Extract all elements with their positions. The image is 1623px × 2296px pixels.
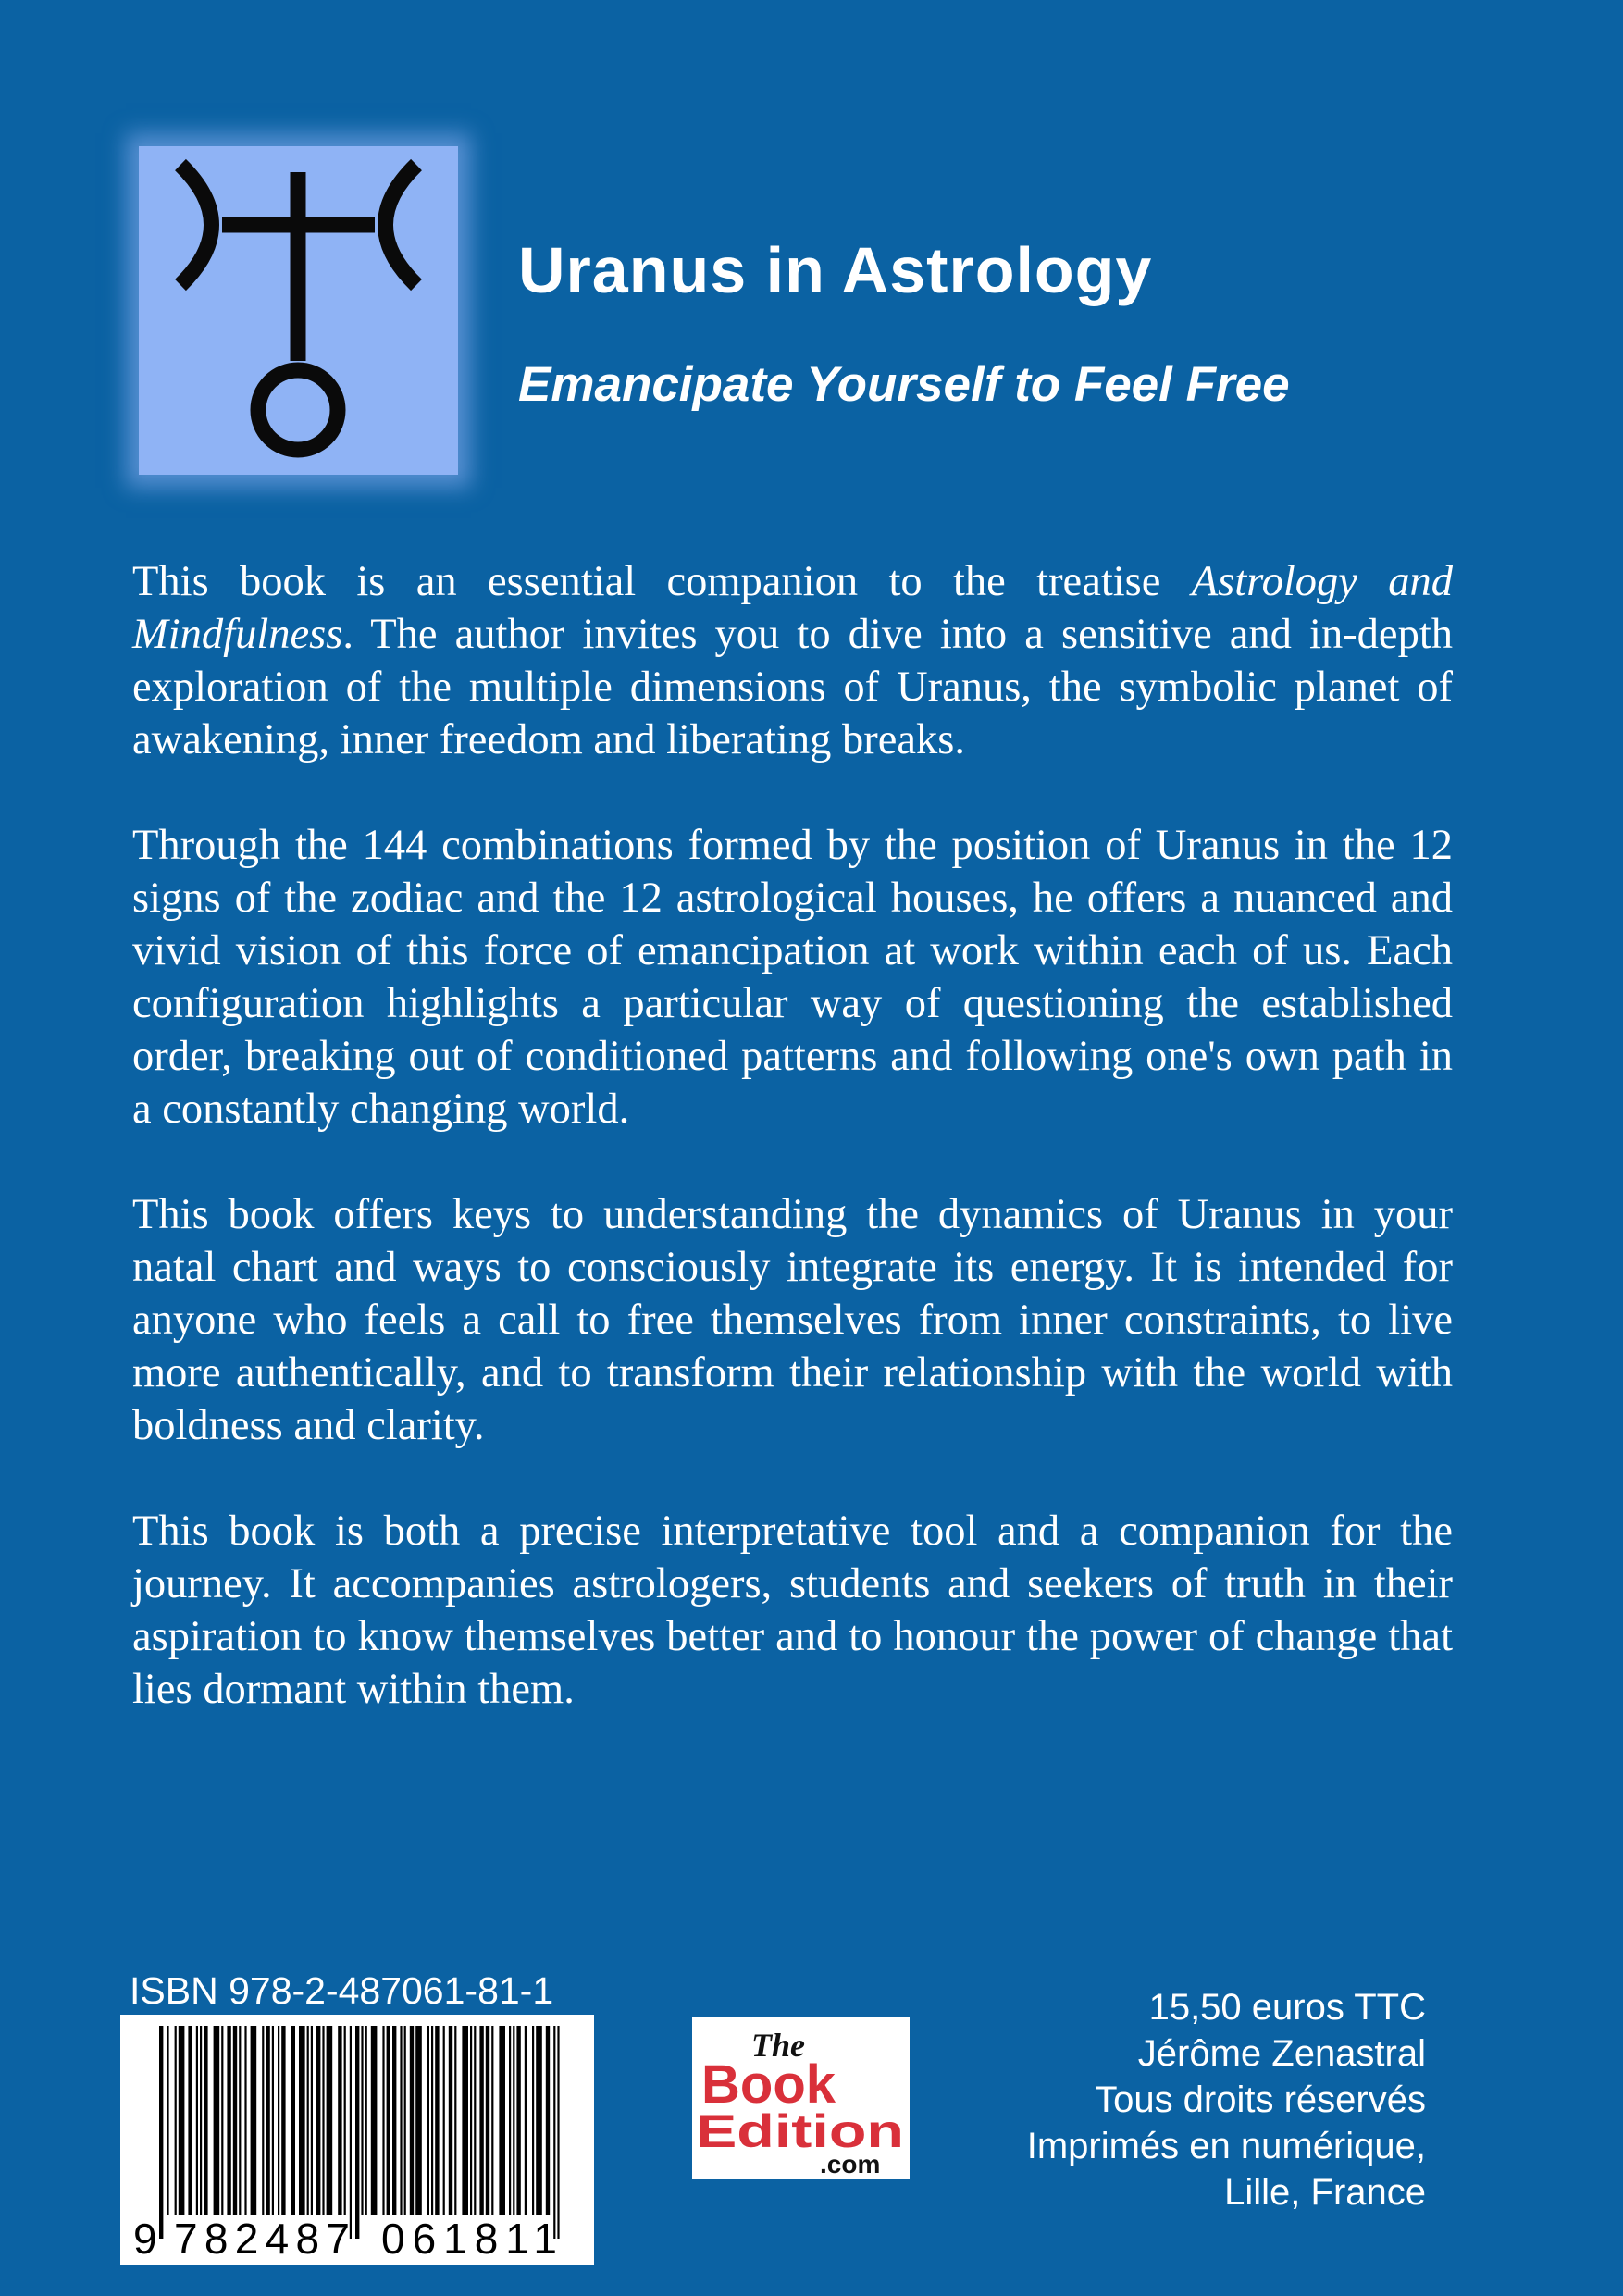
publication-info: [1027, 1984, 1426, 2215]
barcode-bar: [435, 2026, 439, 2215]
barcode-bar: [491, 2026, 493, 2215]
book-subtitle: Emancipate Yourself to Feel Free: [518, 357, 1290, 412]
barcode-bar: [196, 2026, 198, 2215]
barcode-bar: [513, 2026, 514, 2215]
barcode-bar: [344, 2026, 346, 2215]
printed-note: Imprimés en numérique,: [1026, 2126, 1426, 2166]
barcode-bar: [262, 2026, 264, 2215]
barcode-bar: [322, 2026, 324, 2215]
barcode-bar: [361, 2026, 363, 2215]
barcode-bar: [239, 2026, 241, 2215]
barcode-bar: [449, 2026, 452, 2215]
barcode-bar: [415, 2026, 422, 2215]
barcode-bar: [392, 2026, 396, 2215]
blurb-paragraph-2: Through the 144 combinations formed by the position of Uranus in the 12 signs of the zodiac and the 12 astrological houses, he offers a nuanced and vivid vision of this force of emancipation at work within each of us. Each configuration highlights a particular way of questioning the established order, breaking out of conditioned patterns and following one's own path in a constantly changing world.: [132, 822, 1453, 1133]
barcode-bar: [516, 2026, 520, 2215]
book-title: Uranus in Astrology: [518, 234, 1153, 306]
barcode-bar: [338, 2026, 341, 2215]
barcode-bar: [175, 2026, 177, 2215]
barcode-bar: [233, 2026, 237, 2215]
barcode-bar: [244, 2026, 246, 2215]
barcode-digits-left: 782487: [174, 2215, 350, 2263]
treatise-title: Astrology and Mindfulness: [132, 558, 1453, 658]
barcode-bar: [221, 2026, 223, 2215]
print-location: Lille, France: [1224, 2172, 1426, 2213]
barcode-bar: [214, 2026, 220, 2215]
barcode-bar: [387, 2026, 390, 2215]
uranus-symbol-icon: [139, 146, 458, 475]
barcode-bar: [553, 2026, 555, 2239]
barcode-bar: [400, 2026, 402, 2215]
barcode-bar: [462, 2026, 468, 2215]
barcode-bar: [525, 2026, 527, 2215]
barcode-bar: [251, 2026, 257, 2215]
barcode-bar: [291, 2026, 295, 2215]
barcode-bar: [404, 2026, 406, 2215]
barcode-bar: [200, 2026, 202, 2215]
barcode-bar: [316, 2026, 320, 2215]
barcode-bar: [227, 2026, 230, 2215]
blurb-paragraph-3: This book offers keys to understanding the dynamics of Uranus in your natal chart and ways to consciously integrate its energy. It is intended for anyone who feels a call to free themselves from inner constraints, to live more authentically, and to transform their relationship with the world with boldness and clarity.: [132, 1191, 1453, 1449]
barcode-bar: [410, 2026, 414, 2215]
barcode-bar: [443, 2026, 445, 2215]
barcode-bar: [167, 2026, 168, 2215]
blurb-paragraph-4: This book is both a precise interpretative tool and a companion for the journey. It accompanies astrologers, students and seekers of truth in their aspiration to know themselves better and to honour the power of change that lies dormant within them.: [132, 1508, 1453, 1713]
barcode-bar: [355, 2026, 359, 2239]
barcode-bar: [188, 2026, 192, 2215]
barcode-bar: [281, 2026, 285, 2215]
barcode-bar: [474, 2026, 476, 2215]
barcode-bar: [307, 2026, 309, 2215]
blurb-p1-rest: . The author invites you to dive into a sensitive and in-depth exploration of the multiple dimensions of Uranus, the symbolic planet of awakening, inner freedom and liberating breaks.: [132, 611, 1453, 763]
barcode-digits-right: 061811: [381, 2215, 557, 2263]
barcode-bar: [299, 2026, 305, 2215]
barcode-bar: [532, 2026, 534, 2215]
blurb-paragraph-1: [132, 555, 1453, 766]
svg-text:.com: .com: [820, 2150, 881, 2178]
barcode-bar: [431, 2026, 433, 2215]
blurb: [132, 555, 1453, 1769]
svg-text:Edition: Edition: [696, 2105, 904, 2157]
barcode-bar: [179, 2026, 185, 2215]
isbn-barcode: [120, 2015, 594, 2265]
barcode-bar: [278, 2026, 279, 2215]
thebookedition-logo-icon: [692, 2017, 910, 2179]
barcode-bar: [427, 2026, 429, 2215]
rights: Tous droits réservés: [1095, 2079, 1426, 2120]
publisher-logo: [692, 2017, 910, 2179]
barcode-bar: [470, 2026, 472, 2215]
uranus-symbol-box: [139, 146, 458, 475]
blurb-p1-lead: This book is an essential companion to the treatise: [132, 558, 1192, 605]
barcode-bar: [327, 2026, 333, 2215]
isbn-label: ISBN 978-2-487061-81-1: [130, 1969, 554, 2012]
svg-text:The: The: [751, 2027, 805, 2064]
svg-text:Book: Book: [701, 2054, 836, 2115]
barcode-bar: [479, 2026, 483, 2215]
barcode-bar: [365, 2026, 367, 2215]
barcode-bar: [536, 2026, 542, 2215]
barcode-bar: [272, 2026, 274, 2215]
barcode-bar: [204, 2026, 207, 2215]
barcode-bar: [557, 2026, 559, 2239]
barcode-bar: [350, 2026, 352, 2239]
barcode-bar: [486, 2026, 489, 2215]
barcode-bar: [499, 2026, 505, 2215]
barcode-bar: [509, 2026, 511, 2215]
barcode-bar: [382, 2026, 384, 2215]
barcode-bar: [546, 2026, 550, 2215]
price: 15,50 euros TTC: [1148, 1987, 1426, 2028]
barcode-digit-first: 9: [133, 2215, 157, 2263]
barcode-bar: [371, 2026, 378, 2215]
barcode-graphic: [120, 2015, 594, 2265]
barcode-bar: [454, 2026, 456, 2215]
barcode-bar: [311, 2026, 313, 2215]
author: Jérôme Zenastral: [1137, 2033, 1426, 2074]
barcode-bar: [159, 2026, 163, 2239]
barcode-bar: [266, 2026, 269, 2215]
